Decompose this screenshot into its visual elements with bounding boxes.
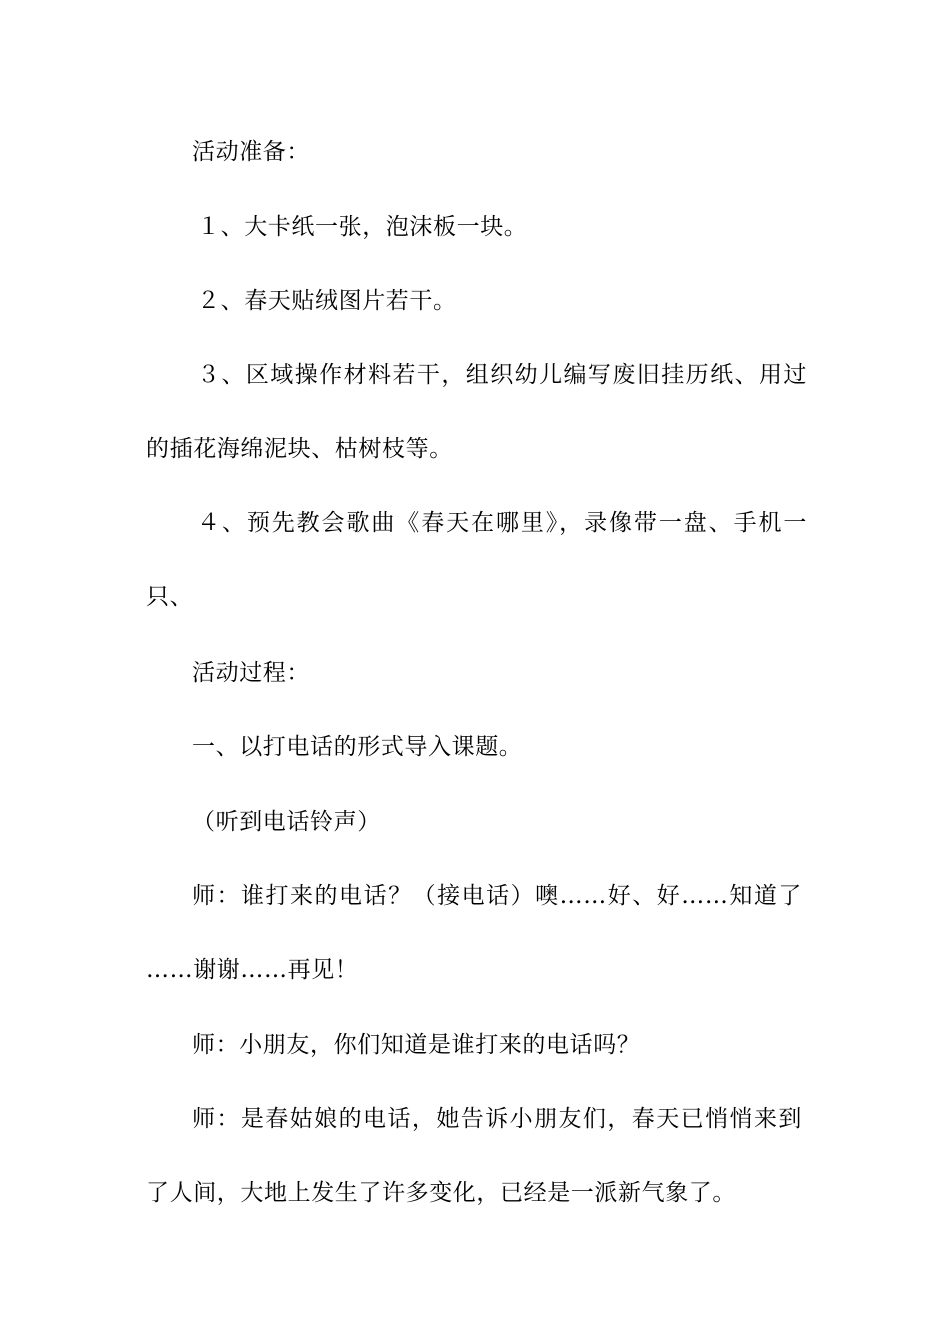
paragraph-line: １、大卡纸一张，泡沫板一块。 — [197, 214, 528, 240]
paragraph-line: ……谢谢……再见！ — [146, 957, 359, 983]
paragraph-line: 只、 — [146, 584, 194, 610]
paragraph-line: 一、以打电话的形式导入课题。 — [192, 734, 523, 760]
paragraph-line: （听到电话铃声） — [192, 809, 381, 835]
section-heading-process: 活动过程： — [192, 660, 310, 686]
paragraph-line: 师：小朋友，你们知道是谁打来的电话吗？ — [192, 1032, 641, 1058]
paragraph-line: ３、区域操作材料若干，组织幼儿编写废旧挂历纸、用过 — [197, 362, 807, 388]
paragraph-line: 了人间，大地上发生了许多变化，已经是一派新气象了。 — [146, 1180, 736, 1206]
paragraph-line: 师：谁打来的电话？（接电话）噢……好、好……知道了 — [192, 883, 802, 909]
paragraph-line: 的插花海绵泥块、枯树枝等。 — [146, 436, 453, 462]
paragraph-line: 师：是春姑娘的电话，她告诉小朋友们，春天已悄悄来到 — [192, 1106, 802, 1132]
paragraph-line: ２、春天贴绒图片若干。 — [197, 288, 457, 314]
section-heading-preparation: 活动准备： — [192, 139, 310, 165]
paragraph-line: ４、预先教会歌曲《春天在哪里》，录像带一盘、手机一 — [197, 510, 807, 536]
